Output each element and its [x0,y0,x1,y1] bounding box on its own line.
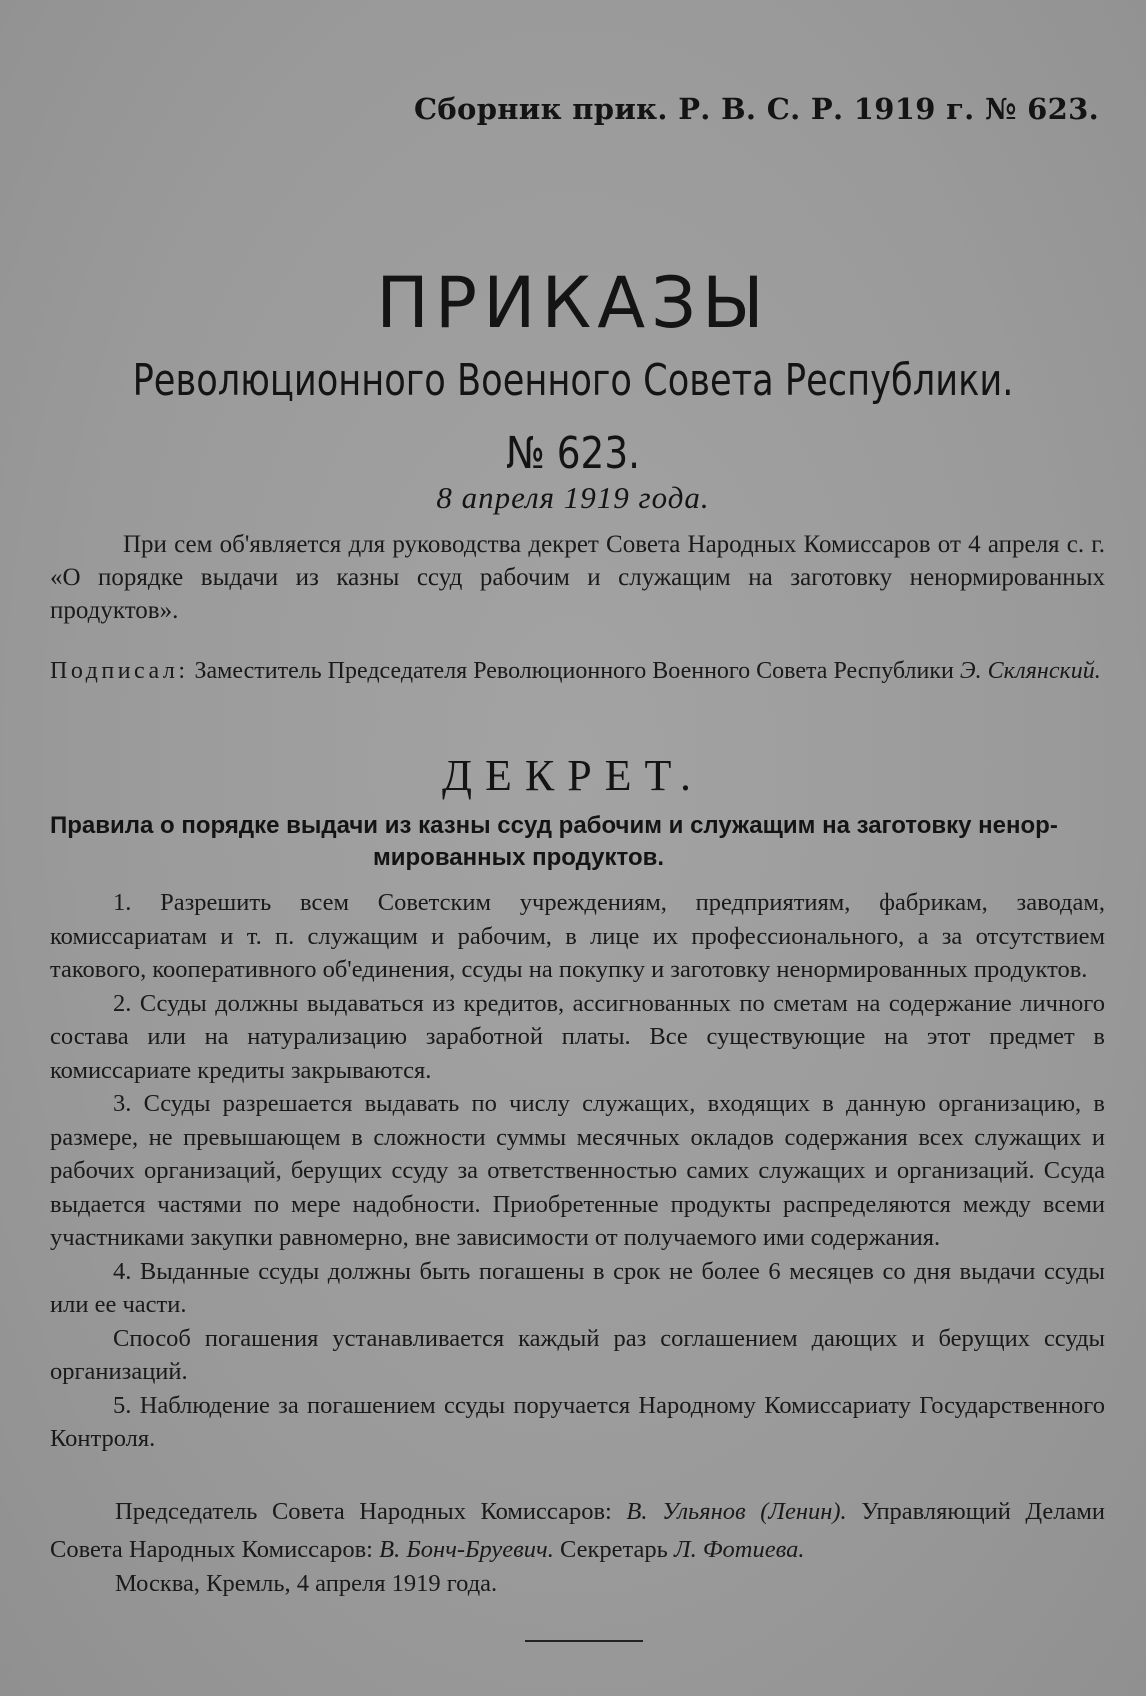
collection-reference: Сборник прик. Р. В. С. Р. 1919 г. № 623. [414,92,1099,126]
intro-paragraph: При сем об'является для руководства декрет Совета Народных Комиссаров от 4 апреля с. г. «О порядке выдачи из казны ссуд рабочим и служащим на заготовку ненормированных продуктов». [50,531,1105,624]
signature-block [50,652,1105,690]
signer-position: Заместитель Председателя Революционного Военного Совета Республики [194,658,954,684]
rules-heading [50,810,1105,874]
secretary-label: Секретарь [560,1536,668,1563]
document-title: ПРИКАЗЫ [376,262,770,344]
decree-item: 3. Ссуды разрешается выдавать по числу служащих, входящих в данную организацию, в размере, не превышающем в сложности суммы месячных окладов содержания всех служащих и рабочих организаций, берущих ссуду за ответственностью самих служащих и организаций. Ссуда выдается частями по мере надобности. Приобретенные продукты распределяются между всеми участниками закупки равномерно, вне зависимости от получаемого ими содержания. [50,1090,1105,1251]
decree-item: 4. Выданные ссуды должны быть погашены в срок не более 6 месяцев со дня выдачи ссуды или ее части. [50,1257,1105,1318]
place-and-date: Москва, Кремль, 4 апреля 1919 года. [115,1570,498,1597]
rules-heading-line2: мированных продуктов. [373,844,665,871]
closing-signatures [50,1493,1105,1569]
manager-label: Управляющий Делами Совета Народных Комиссаров: [50,1498,1105,1563]
decree-item: Способ погашения устанавливается каждый раз соглашением дающих и берущих ссуды организаций. [50,1324,1105,1385]
secretary-name: Л. Фотиева. [673,1536,805,1563]
end-rule-divider [525,1640,643,1642]
decree-items [50,886,1105,1456]
chair-label: Председатель Совета Народных Комиссаров: [115,1498,612,1525]
closing-paragraph [50,1493,1105,1569]
signer-name: Э. Склянский. [959,658,1101,684]
decree-item: 1. Разрешить всем Советским учреждениям, предприятиям, фабрикам, заводам, комиссариатам и т. п. служащим и рабочим, в лице их профессионального, а за отсутствием такового, кооперативного об'единения, ссуды на покупку и заготовку ненормированных продуктов. [50,889,1105,983]
rules-heading-line1: Правила о порядке выдачи из казны ссуд рабочим и служащим на заготовку ненор- [50,812,1058,839]
decree-item: 2. Ссуды должны выдаваться из кредитов, ассигнованных по сметам на содержание личного состава или на натурализацию заработной платы. Все существующие на этот предмет в комиссариате кредиты закрываются. [50,989,1105,1084]
decree-item: 5. Наблюдение за погашением ссуды поручается Народному Комиссариату Государственного Контроля. [50,1391,1105,1452]
decree-heading: ДЕКРЕТ. [441,751,705,800]
chair-name: В. Ульянов (Ленин). [626,1498,847,1525]
order-number: № 623. [505,428,641,479]
document-subtitle: Революционного Военного Совета Республики. [132,355,1014,406]
order-date: 8 апреля 1919 года. [436,480,710,515]
manager-name: В. Бонч-Бруевич. [379,1536,554,1563]
signed-label: Подписал: [50,658,189,684]
